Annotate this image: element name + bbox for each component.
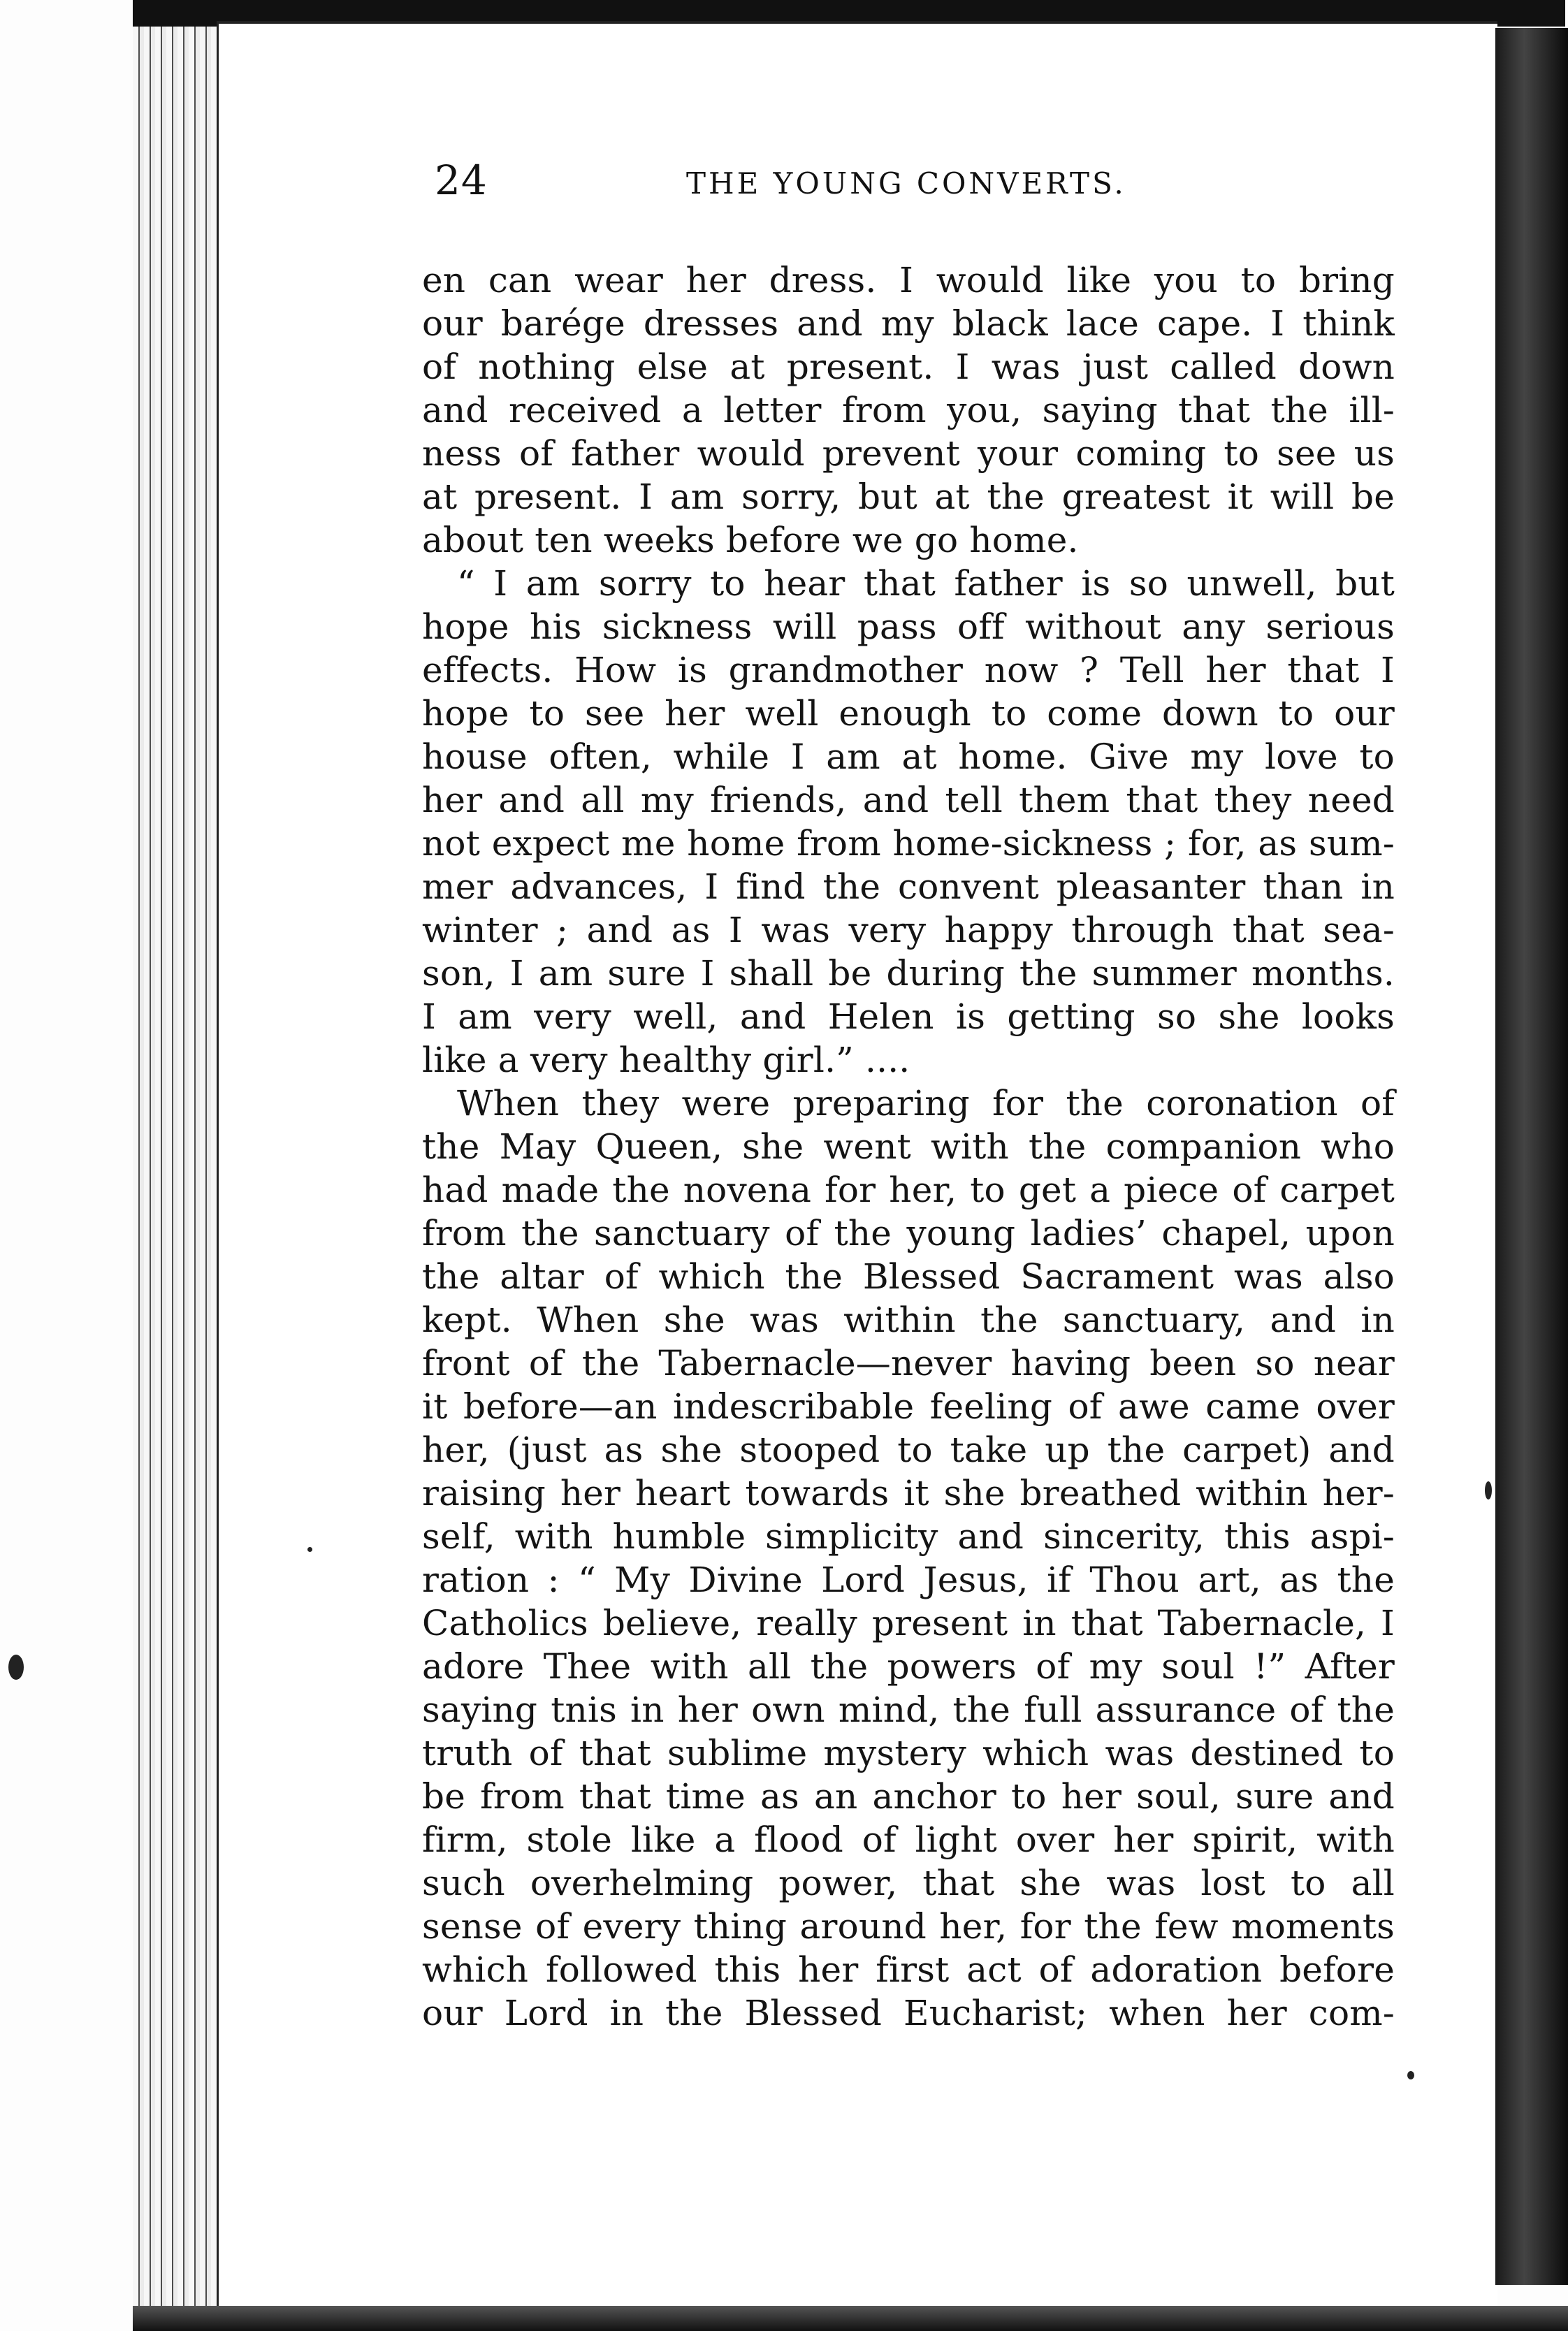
book-bottom-edge <box>133 2306 1568 2331</box>
text-line: her, (just as she stooped to take up the carpet) and <box>422 1430 1395 1470</box>
text-line: firm, stole like a flood of light over her spirit, with <box>422 1820 1395 1860</box>
text-line: mer advances, I find the convent pleasanter than in <box>422 866 1395 907</box>
text-line: I am very well, and Helen is getting so she looks <box>422 996 1395 1037</box>
scan-speck <box>8 1655 24 1680</box>
text-line: ness of father would prevent your coming to see us <box>422 433 1395 474</box>
text-line: Catholics believe, really present in that Tabernacle, I <box>422 1603 1395 1643</box>
text-line: such overhelming power, that she was lost to all <box>422 1863 1395 1903</box>
text-line: raising her heart towards it she breathed within her- <box>422 1473 1395 1513</box>
page-number: 24 <box>435 157 488 204</box>
text-line: from the sanctuary of the young ladies’ chapel, upon <box>422 1213 1395 1254</box>
text-line: winter ; and as I was very happy through that sea- <box>422 910 1395 950</box>
text-line: not expect me home from home-sickness ; for, as sum- <box>422 823 1395 864</box>
text-line: kept. When she was within the sanctuary, and in <box>422 1300 1395 1340</box>
text-line: adore Thee with all the powers of my soul !” After <box>422 1646 1395 1687</box>
text-line: our barége dresses and my black lace cape. I think <box>422 303 1395 344</box>
scan-speck <box>307 1547 312 1552</box>
text-line: which followed this her first act of adoration before <box>422 1949 1395 1990</box>
text-line: truth of that sublime mystery which was destined to <box>422 1733 1395 1773</box>
running-head: THE YOUNG CONVERTS. <box>686 166 1126 201</box>
text-line: front of the Tabernacle—never having been so near <box>422 1343 1395 1384</box>
text-line: en can wear her dress. I would like you to bring <box>422 260 1395 300</box>
text-line: “ I am sorry to hear that father is so unwell, but <box>457 563 1395 604</box>
text-line: be from that time as an anchor to her soul, sure and <box>422 1776 1395 1817</box>
text-line: saying tnis in her own mind, the full assurance of the <box>422 1690 1395 1730</box>
text-line: hope to see her well enough to come down to our <box>422 693 1395 734</box>
text-line: at present. I am sorry, but at the greatest it will be <box>422 477 1395 517</box>
text-line: When they were preparing for the coronation of <box>457 1083 1395 1124</box>
text-line: it before—an indescribable feeling of awe came over <box>422 1386 1395 1427</box>
book-gutter-shadow <box>1495 28 1568 2285</box>
scan-speck <box>1485 1481 1492 1499</box>
text-line: ration : “ My Divine Lord Jesus, if Thou art, as the <box>422 1560 1395 1600</box>
text-line: about ten weeks before we go home. <box>422 520 1079 560</box>
text-line: had made the novena for her, to get a piece of carpet <box>422 1170 1395 1210</box>
text-line: self, with humble simplicity and sincerity, this aspi- <box>422 1516 1395 1557</box>
text-line: house often, while I am at home. Give my love to <box>422 736 1395 777</box>
page-header <box>435 152 1385 208</box>
text-line: the May Queen, she went with the companion who <box>422 1126 1395 1167</box>
text-line: effects. How is grandmother now ? Tell her that I <box>422 650 1395 690</box>
text-line: and received a letter from you, saying that the ill- <box>422 390 1395 430</box>
text-line: sense of every thing around her, for the few moments <box>422 1906 1395 1947</box>
text-line: our Lord in the Blessed Eucharist; when her com- <box>422 1993 1395 2033</box>
text-line: of nothing else at present. I was just called down <box>422 347 1395 387</box>
book-page-edges <box>133 0 217 2306</box>
text-line: hope his sickness will pass off without any serious <box>422 607 1395 647</box>
body-text <box>422 259 1395 2035</box>
text-line: son, I am sure I shall be during the summer months. <box>422 953 1395 994</box>
text-line: the altar of which the Blessed Sacrament was also <box>422 1256 1395 1297</box>
text-line: her and all my friends, and tell them that they need <box>422 780 1395 820</box>
scan-speck <box>1407 2071 1414 2079</box>
text-line: like a very healthy girl.” .... <box>422 1040 910 1080</box>
